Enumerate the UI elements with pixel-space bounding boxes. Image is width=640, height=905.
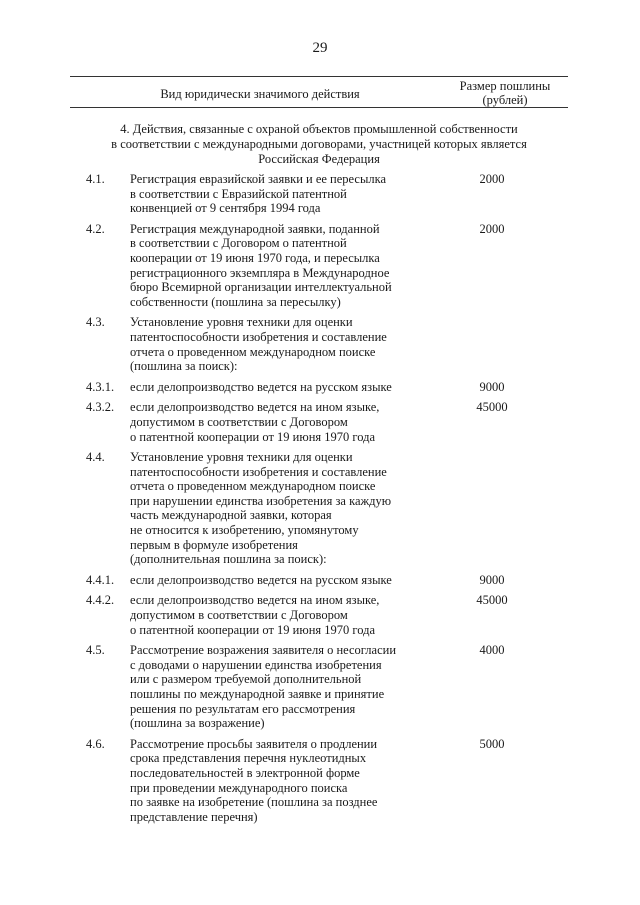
row-description-line: первым в формуле изобретения (130, 537, 298, 552)
row-description-line: представление перечня) (130, 809, 258, 824)
row-description-line: если делопроизводство ведется на русском языке (130, 572, 392, 587)
row-description (130, 400, 415, 444)
row-description-line: патентоспособности изобретения и составление (130, 329, 387, 344)
table-row (70, 593, 568, 637)
header-action-column: Вид юридически значимого действия (160, 87, 360, 101)
table-row (70, 450, 568, 567)
row-description-line: пошлины по международной заявке и принятие (130, 687, 385, 701)
header-fee-line: (рублей) (482, 93, 528, 107)
row-fee: 5000 (479, 736, 505, 751)
row-description (130, 315, 415, 373)
row-number: 4.2. (86, 221, 105, 236)
row-description-line: при нарушении единства изобретения за каждую (130, 493, 392, 508)
section-title-line: Российская Федерация (258, 152, 380, 166)
header-fee-line: Размер пошлины (459, 79, 551, 93)
row-description-line: если делопроизводство ведется на ином языке, (130, 593, 380, 608)
row-fee: 45000 (476, 400, 508, 415)
row-number: 4.4.2. (86, 593, 115, 608)
row-description-line: о патентной кооперации от 19 июня 1970 года (130, 429, 376, 444)
row-description (130, 593, 415, 637)
row-description-line: регистрационного экземпляра в Международное (130, 265, 390, 280)
row-description-line: патентоспособности изобретения и составление (130, 464, 387, 479)
row-fee: 2000 (479, 221, 505, 236)
row-description-line: конвенцией от 9 сентября 1994 года (130, 201, 321, 216)
row-number: 4.4. (86, 450, 105, 465)
row-description-line: в соответствии с Договором о патентной (130, 236, 347, 251)
row-fee: 4000 (479, 643, 505, 658)
row-number: 4.1. (86, 172, 105, 186)
table-row (70, 400, 568, 444)
row-description-line: при проведении международного поиска (130, 780, 348, 795)
row-description-line: Рассмотрение возражения заявителя о несогласии (130, 643, 397, 658)
table-row (70, 643, 568, 731)
row-description (130, 573, 415, 588)
row-description-line: бюро Всемирной организации интеллектуальной (130, 280, 392, 295)
row-description-line: не относится к изобретению, упомянутому (130, 523, 359, 538)
header-fee-column (442, 79, 568, 107)
row-fee: 9000 (479, 379, 505, 394)
section-title (70, 122, 568, 167)
row-fee: 2000 (479, 172, 505, 186)
table-header (70, 76, 568, 108)
row-description-line: с доводами о нарушении единства изобретения (130, 657, 382, 672)
row-description-line: решения по результатам его рассмотрения (130, 701, 356, 716)
row-fee: 9000 (479, 572, 505, 587)
row-number: 4.6. (86, 736, 105, 751)
row-description-line: срока представления перечня нуклеотидных (130, 751, 367, 766)
table-row (70, 380, 568, 395)
page-number: 29 (312, 40, 328, 56)
table-row (70, 737, 568, 825)
row-description-line: допустимом в соответствии с Договором (130, 414, 348, 429)
row-description-line: отчета о проведенном международном поиске (130, 344, 376, 359)
row-description-line: Установление уровня техники для оценки (130, 315, 353, 330)
row-description-line: (пошлина за возражение) (130, 716, 265, 731)
row-fee: 45000 (476, 593, 508, 608)
row-description-line: Регистрация международной заявки, поданной (130, 221, 380, 236)
section-title-line: 4. Действия, связанные с охраной объектов промышленной собственности (120, 122, 518, 136)
row-description (130, 737, 415, 825)
row-description (130, 222, 415, 310)
row-description-line: Регистрация евразийской заявки и ее пересылка (130, 172, 387, 186)
row-description-line: если делопроизводство ведется на русском языке (130, 379, 392, 394)
row-description-line: в соответствии с Евразийской патентной (130, 186, 347, 201)
row-description-line: последовательностей в электронной форме (130, 765, 360, 780)
row-number: 4.3.2. (86, 400, 115, 415)
row-description (130, 172, 415, 216)
row-description-line: Установление уровня техники для оценки (130, 450, 353, 465)
row-description (130, 380, 415, 395)
table-row (70, 573, 568, 588)
table-row (70, 222, 568, 310)
row-description-line: о патентной кооперации от 19 июня 1970 года (130, 622, 376, 637)
row-description-line: по заявке на изобретение (пошлина за позднее (130, 795, 378, 810)
row-description-line: (пошлина за поиск): (130, 359, 238, 374)
row-number: 4.3.1. (86, 379, 115, 394)
row-description-line: собственности (пошлина за пересылку) (130, 294, 341, 309)
row-number: 4.5. (86, 643, 105, 658)
row-description-line: (дополнительная пошлина за поиск): (130, 552, 327, 567)
row-description-line: отчета о проведенном международном поиске (130, 479, 376, 494)
fee-table (70, 172, 568, 830)
row-description-line: если делопроизводство ведется на ином языке, (130, 400, 380, 415)
row-number: 4.3. (86, 315, 105, 330)
row-description-line: кооперации от 19 июня 1970 года, и пересылка (130, 250, 380, 265)
row-description-line: или с размером требуемой дополнительной (130, 672, 362, 687)
table-row (70, 172, 568, 216)
table-row (70, 315, 568, 373)
row-number: 4.4.1. (86, 572, 115, 587)
row-description-line: часть международной заявки, которая (130, 508, 332, 523)
row-description-line: допустимом в соответствии с Договором (130, 608, 348, 623)
row-description (130, 450, 415, 567)
row-description-line: Рассмотрение просьбы заявителя о продлении (130, 736, 378, 751)
section-title-line: в соответствии с международными договорами, участницей которых является (111, 137, 527, 151)
row-description (130, 643, 415, 731)
